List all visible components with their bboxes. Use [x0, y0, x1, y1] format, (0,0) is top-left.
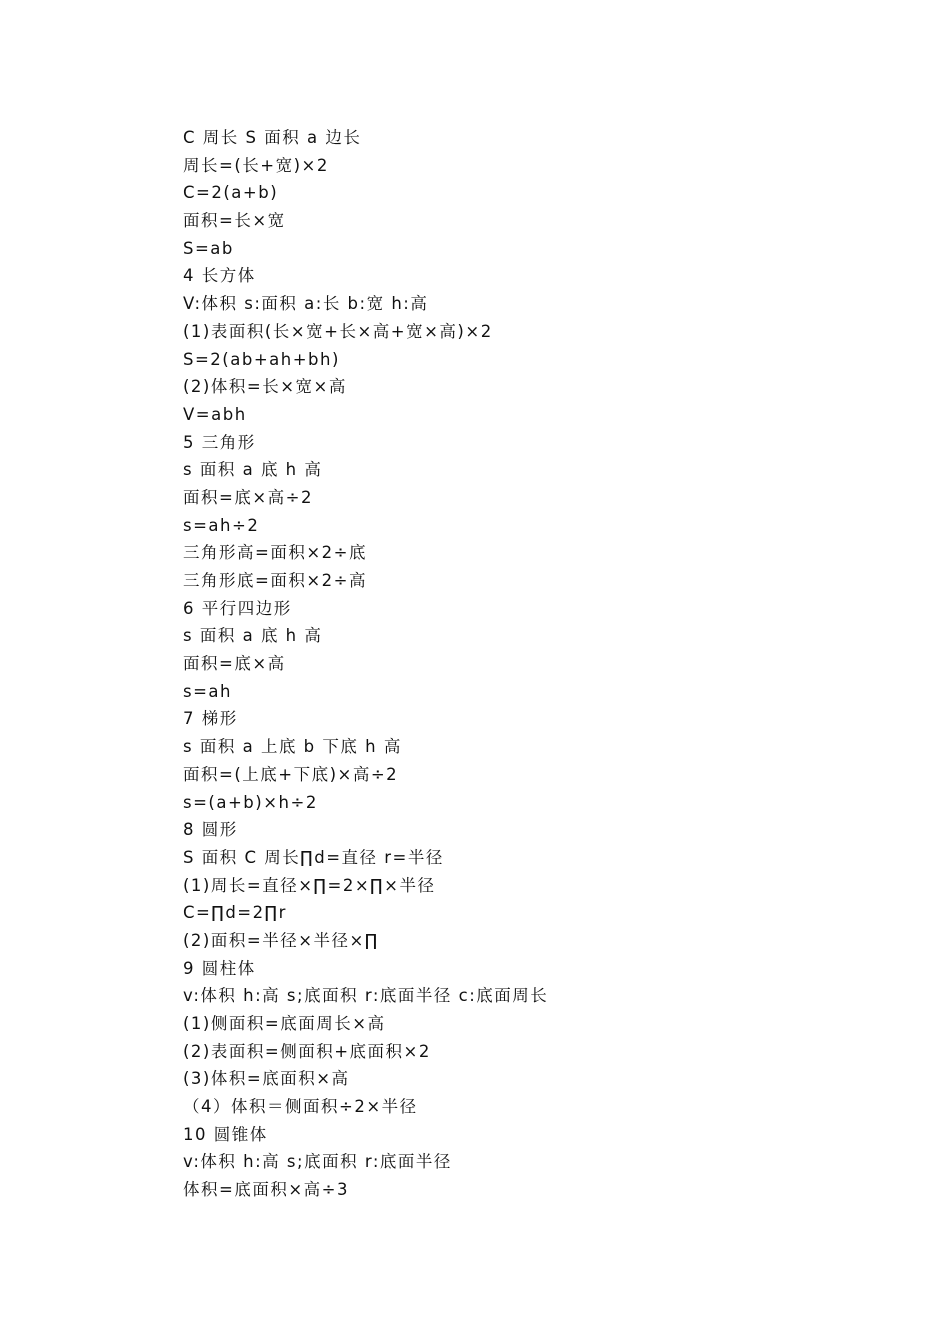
- text-line: s 面积 a 上底 b 下底 h 高: [183, 737, 402, 757]
- text-line: (1)周长=直径×∏=2×∏×半径: [183, 875, 436, 895]
- text-line: 三角形高=面积×2÷底: [183, 543, 367, 563]
- section-heading: 7 梯形: [183, 709, 238, 729]
- text-line: s 面积 a 底 h 高: [183, 460, 323, 480]
- text-line: (1)表面积(长×宽+长×高+宽×高)×2: [183, 321, 493, 341]
- text-line: v:体积 h:高 s;底面积 r:底面半径: [183, 1152, 452, 1172]
- text-line: S=ab: [183, 238, 234, 258]
- text-line: v:体积 h:高 s;底面积 r:底面半径 c:底面周长: [183, 986, 549, 1006]
- text-line: V:体积 s:面积 a:长 b:宽 h:高: [183, 294, 429, 314]
- text-line: S=2(ab+ah+bh): [183, 349, 340, 369]
- text-line: 面积=底×高: [183, 654, 286, 674]
- text-line: C=∏d=2∏r: [183, 903, 287, 923]
- text-line: V=abh: [183, 404, 247, 424]
- section-heading: 10 圆锥体: [183, 1124, 268, 1144]
- text-line: 体积=底面积×高÷3: [183, 1180, 349, 1200]
- section-heading: 4 长方体: [183, 266, 256, 286]
- text-line: s=ah÷2: [183, 515, 260, 535]
- formula-list: [183, 124, 883, 1204]
- text-line: 面积=底×高÷2: [183, 487, 313, 507]
- section-heading: 8 圆形: [183, 820, 238, 840]
- section-heading: 5 三角形: [183, 432, 256, 452]
- text-line: s 面积 a 底 h 高: [183, 626, 323, 646]
- text-line: s=(a+b)×h÷2: [183, 792, 318, 812]
- text-line: C 周长 S 面积 a 边长: [183, 128, 362, 147]
- text-line: (2)表面积=侧面积+底面积×2: [183, 1041, 431, 1061]
- text-line: 三角形底=面积×2÷高: [183, 571, 367, 590]
- text-line: （4）体积＝侧面积÷2×半径: [183, 1097, 418, 1117]
- text-line: (3)体积=底面积×高: [183, 1069, 350, 1089]
- text-line: 面积=长×宽: [183, 211, 286, 231]
- text-line: s=ah: [183, 681, 232, 701]
- text-line: S 面积 C 周长∏d=直径 r=半径: [183, 847, 444, 867]
- section-heading: 6 平行四边形: [183, 598, 292, 618]
- text-line: (2)体积=长×宽×高: [183, 377, 347, 397]
- text-line: (1)侧面积=底面周长×高: [183, 1014, 386, 1033]
- section-heading: 9 圆柱体: [183, 958, 256, 978]
- text-line: 面积=(上底+下底)×高÷2: [183, 764, 399, 784]
- text-line: (2)面积=半径×半径×∏: [183, 930, 379, 950]
- text-line: 周长=(长+宽)×2: [183, 155, 329, 175]
- text-line: C=2(a+b): [183, 183, 279, 203]
